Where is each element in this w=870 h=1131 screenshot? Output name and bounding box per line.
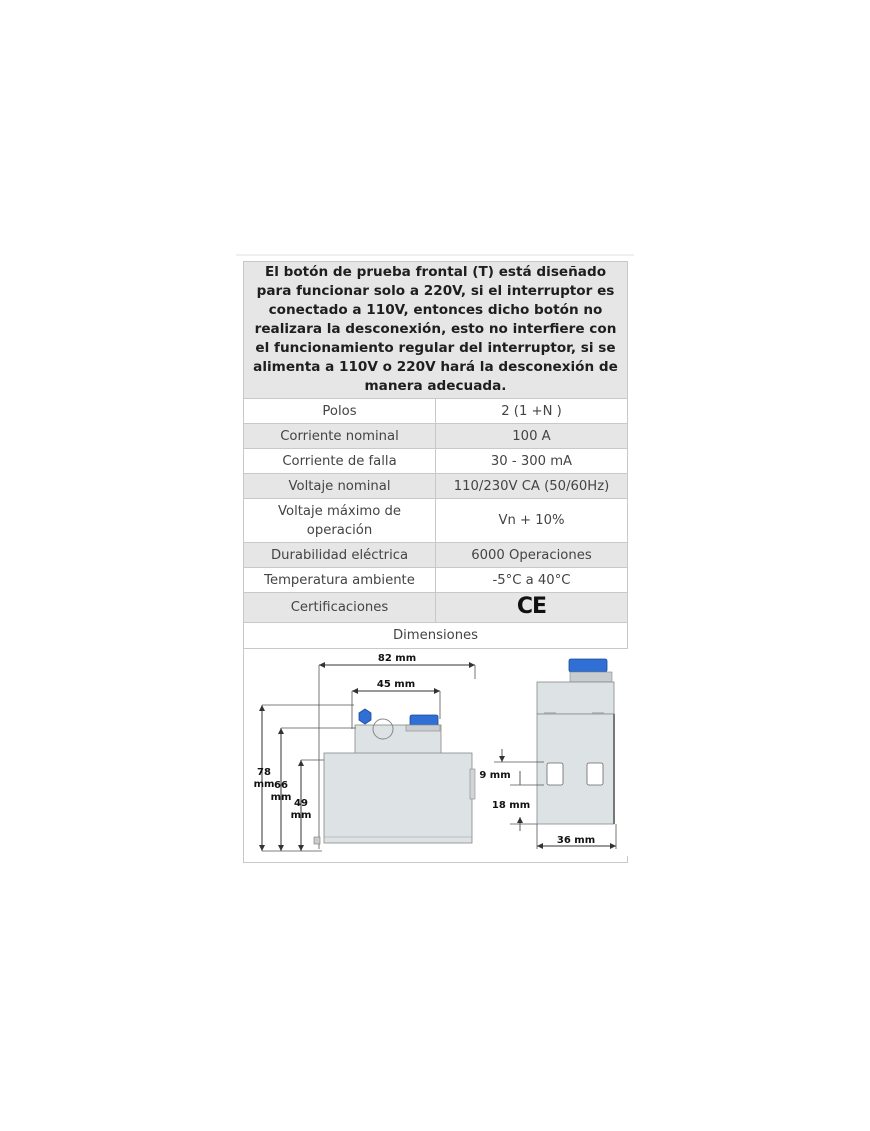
spec-label: Durabilidad eléctrica — [244, 543, 436, 568]
front-height-mid-label: 66 — [274, 780, 288, 791]
intro-text: El botón de prueba frontal (T) está diseñado para funcionar solo a 220V, si el interruptor es conectado a 110V, entonces dicho botón no realizara la desconexión, esto no interfiere con el funcionamiento regular del interruptor, si se alimenta a 110V o 220V hará la desconexión de manera adecuada. — [244, 262, 628, 399]
spec-table — [243, 261, 628, 863]
spec-row-voltaje-nominal — [244, 474, 628, 499]
front-height-mid-unit: mm — [270, 792, 292, 803]
dimensions-drawing — [244, 649, 628, 856]
spec-label: Corriente de falla — [244, 449, 436, 474]
intro-row — [244, 262, 628, 399]
spec-row-temperatura — [244, 568, 628, 593]
spec-label: Polos — [244, 399, 436, 424]
side-gap-label: 9 mm — [479, 770, 511, 781]
spec-value: 2 (1 +N ) — [436, 399, 628, 424]
front-width-total-label: 82 mm — [377, 653, 417, 664]
front-width-top-label: 45 mm — [376, 679, 416, 690]
spec-value: 6000 Operaciones — [436, 543, 628, 568]
spec-row-certificaciones — [244, 593, 628, 623]
top-divider — [236, 254, 634, 256]
spec-value: 100 A — [436, 424, 628, 449]
spec-row-corriente-falla — [244, 449, 628, 474]
spec-label: Certificaciones — [244, 593, 436, 623]
dimensions-drawing-cell — [244, 649, 628, 863]
spec-value: Vn + 10% — [436, 499, 628, 543]
front-height-low-label: 49 — [294, 798, 308, 809]
side-window-label: 18 mm — [491, 800, 531, 811]
spec-label: Temperatura ambiente — [244, 568, 436, 593]
spec-label: Voltaje máximo de operación — [244, 499, 436, 543]
spec-label: Corriente nominal — [244, 424, 436, 449]
spec-label: Voltaje nominal — [244, 474, 436, 499]
ce-mark-cell — [436, 593, 628, 623]
dimensions-title: Dimensiones — [244, 623, 628, 649]
spec-row-corriente-nominal — [244, 424, 628, 449]
side-width-label: 36 mm — [556, 835, 596, 846]
spec-value: -5°C a 40°C — [436, 568, 628, 593]
dimensions-drawing-row — [244, 649, 628, 863]
front-height-total-label: 78 — [257, 767, 271, 778]
front-height-total-unit: mm — [253, 779, 275, 790]
spec-value: 30 - 300 mA — [436, 449, 628, 474]
ce-mark-icon: CE — [516, 593, 547, 619]
front-height-low-unit: mm — [290, 810, 312, 821]
spec-row-durabilidad — [244, 543, 628, 568]
spec-row-polos — [244, 399, 628, 424]
spec-row-voltaje-maximo — [244, 499, 628, 543]
spec-value: 110/230V CA (50/60Hz) — [436, 474, 628, 499]
dimensions-title-row — [244, 623, 628, 649]
